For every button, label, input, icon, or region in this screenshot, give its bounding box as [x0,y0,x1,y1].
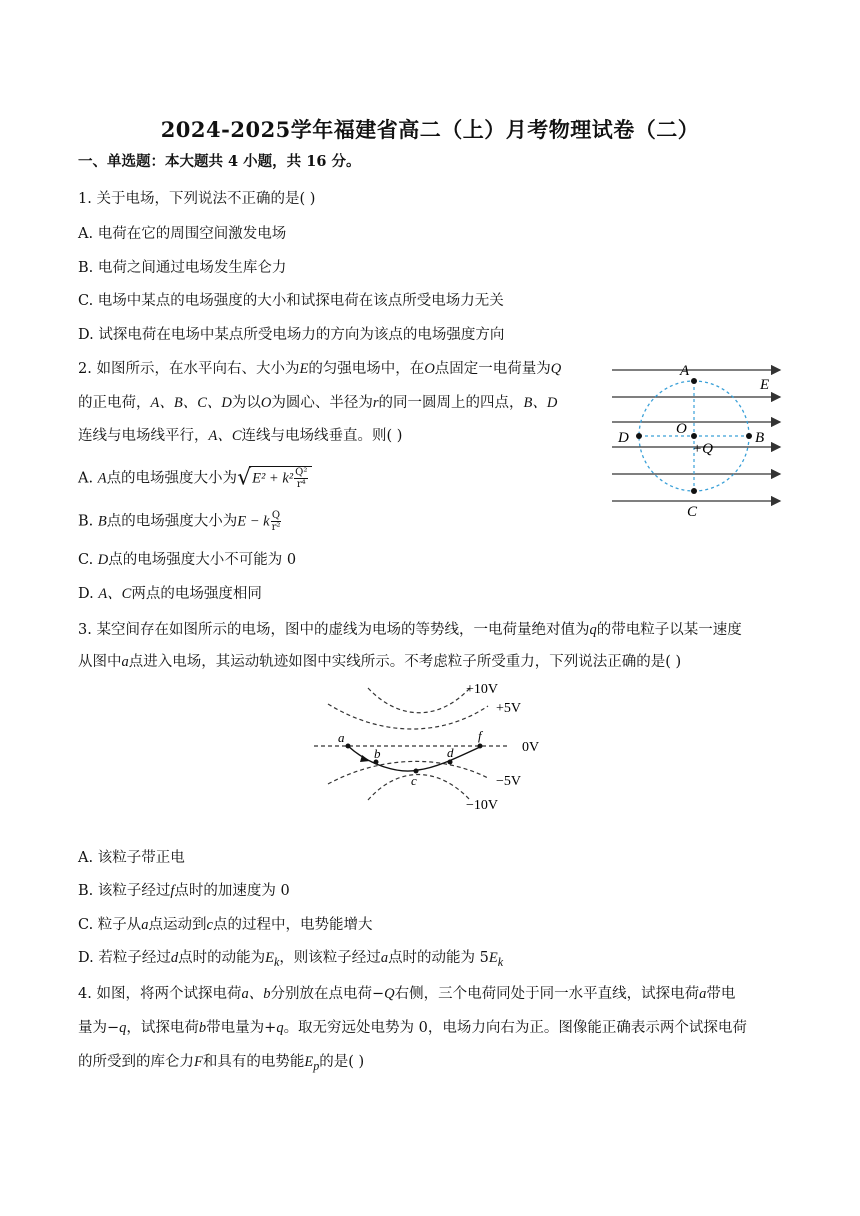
label-p5: +5V [496,701,522,716]
label-p10: +10V [466,682,499,697]
label-c: C [687,504,698,520]
charge-q [691,433,697,439]
label-a: A [680,363,690,379]
label-0: 0V [522,740,540,755]
q3-figure [310,676,570,816]
q4-line1: 4. 如图，将两个试探电荷a、b分别放在点电荷−Q右侧，三个电荷同处于同一水平直线，试探电荷a带电 [78,986,736,1002]
q4-line2: 量为−q，试探电荷b带电量为+q。取无穷远处电势为 0，电场力向右为正。图像能正确表示两个试探电荷 [78,1020,747,1036]
q2-stem-line2: 的正电荷，A、B、C、D为以O为圆心、半径为r的同一圆周上的四点，B、D [78,395,558,411]
q1-option-a: A. 电荷在它的周围空间激发电场 [78,226,287,242]
q3-option-c: C. 粒子从a点运动到c点的过程中，电势能增大 [78,917,373,933]
label-b: b [374,746,381,761]
label-a: a [338,730,345,745]
q3-option-b: B. 该粒子经过f点时的加速度为 0 [78,883,290,899]
point-b [746,433,752,439]
point-a [691,378,697,384]
section-heading: 一、单选题：本大题共 4 小题，共 16 分。 [78,153,361,170]
q3-option-d: D. 若粒子经过d点时的动能为$E_k$，则该粒子经过a点时的动能为 $5E_k$ [78,950,504,969]
q3-stem-line1: 3. 某空间存在如图所示的电场，图中的虚线为电场的等势线，一电荷量绝对值为q的带电粒子以某一速度 [78,622,742,638]
point-a [346,744,351,749]
label-m10: −10V [466,798,499,813]
point-f [478,744,483,749]
trajectory [348,746,482,771]
label-q: +Q [692,441,713,457]
q1-stem: 1. 关于电场，下列说法不正确的是( ) [78,191,316,207]
label-d: D [618,430,629,446]
label-d: d [447,745,454,760]
point-c [691,488,697,494]
q2-stem-line1: 2. 如图所示，在水平向右、大小为E的匀强电场中，在O点固定一电荷量为Q [78,361,562,377]
page-title: 2024-2025学年福建省高二（上）月考物理试卷（二） [160,117,700,142]
label-c: c [411,773,417,788]
q2-option-a: A. A点的电场强度大小为√E² + k² $\frac{\text{Q²}}{\text{r⁴}}$ [78,466,312,490]
label-f: f [478,728,482,743]
q2-stem-line3: 连线与电场线平行，A、C连线与电场线垂直。则( ) [78,428,403,444]
q3-option-a: A. 该粒子带正电 [78,850,185,866]
point-d [636,433,642,439]
q4-line3: 的所受到的库仑力F和具有的电势能$E_p$的是( ) [78,1054,365,1073]
q1-option-d: D. 试探电荷在电场中某点所受电场力的方向为该点的电场强度方向 [78,327,505,343]
q1-option-c: C. 电场中某点的电场强度的大小和试探电荷在该点所受电场力无关 [78,293,504,309]
q2-option-b: B. B点的电场强度大小为E − k $\frac{Q}{\text{r²}}$ [78,510,281,533]
q3-stem-line2: 从图中a点进入电场，其运动轨迹如图中实线所示。不考虑粒子所受重力，下列说法正确的是( ) [78,654,682,670]
label-e: E [760,377,770,393]
point-d [448,760,453,765]
label-o: O [676,421,687,437]
label-m5: −5V [496,774,522,789]
q2-option-c: C. D点的电场强度大小不可能为 0 [78,552,297,568]
label-b: B [755,430,765,446]
q2-figure [608,356,788,526]
q1-option-b: B. 电荷之间通过电场发生库仑力 [78,260,287,276]
q2-option-d: D. A、C两点的电场强度相同 [78,586,262,602]
